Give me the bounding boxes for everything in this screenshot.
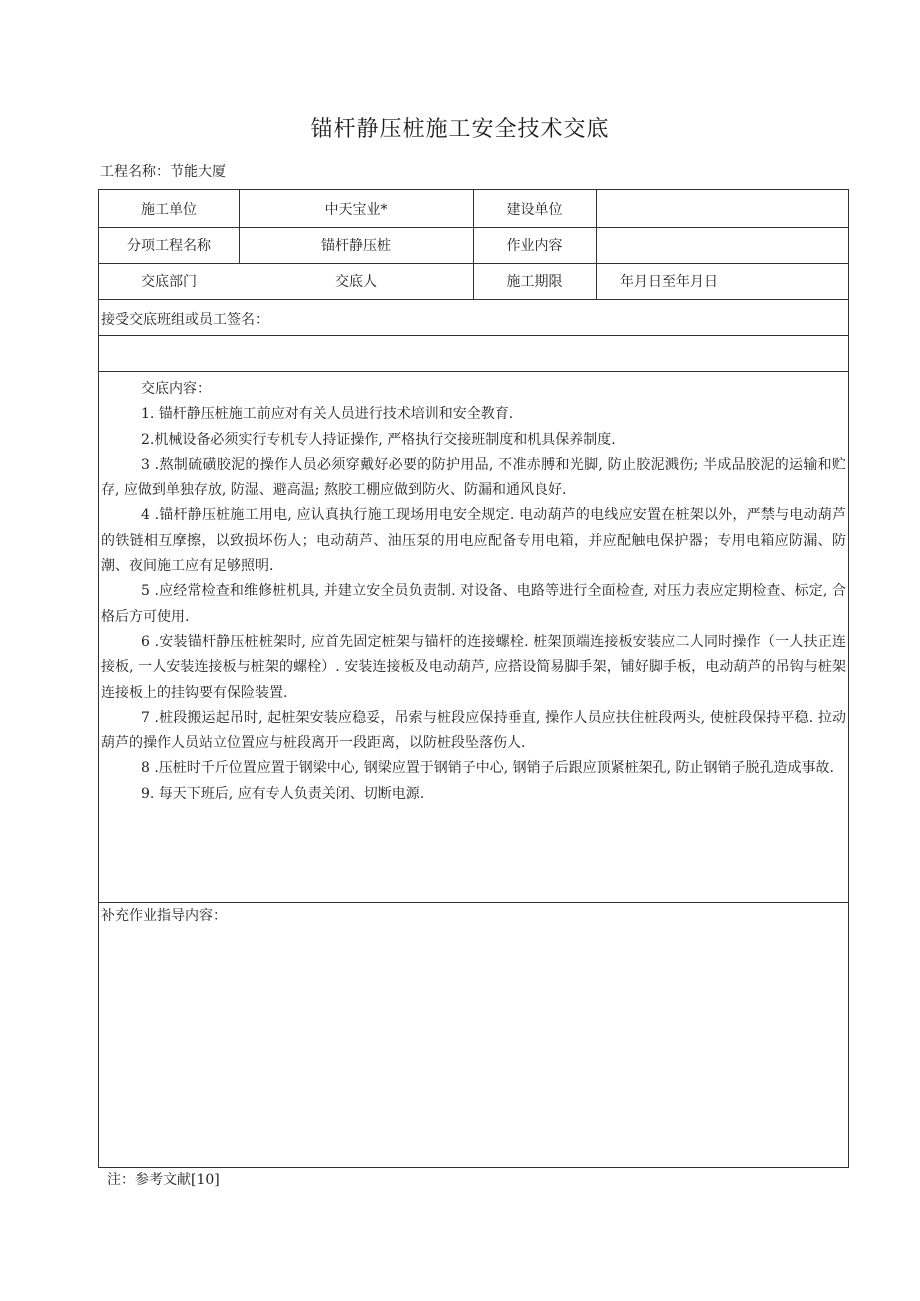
footnote: 注：参考文献[10] bbox=[107, 1172, 220, 1188]
content-item: 6 .安装锚杆静压桩桩架时, 应首先固定桩架与锚杆的连接螺栓. 桩架顶端连接板安装应二人同时操作（一人扶正连接板, 一人安装连接板与桩架的螺栓）. 安装连接板及电动葫芦, 应搭设简易脚手架，铺好脚手板，电动葫芦的吊钩与桩架连接板上的挂钩要有保险装置. bbox=[101, 633, 846, 701]
content-item: 9. 每天下班后, 应有专人负责关闭、切断电源. bbox=[141, 785, 425, 802]
row-divider bbox=[99, 902, 848, 903]
supplement-label: 补充作业指导内容： bbox=[101, 908, 227, 924]
content-item: 3 .熬制硫磺胶泥的操作人员必须穿戴好必要的防护用品, 不准赤膊和光脚, 防止胶泥溅伤; 半成品胶泥的运输和贮存, 应做到单独存放, 防湿、避高温; 熬胶工棚应做到防火、防漏和通风良好. bbox=[101, 456, 846, 499]
disclosure-table bbox=[98, 189, 849, 1168]
value-construction-unit: 中天宝业* bbox=[324, 201, 388, 218]
content-heading: 交底内容： bbox=[141, 381, 211, 397]
content-item: 8 .压桩时千斤位置应置于钢梁中心, 钢梁应置于钢销子中心, 钢销子后跟应顶紧桩架孔, 防止钢销子脱孔造成事故. bbox=[141, 760, 834, 777]
label-discloser: 交底人 bbox=[335, 274, 377, 290]
value-work-content bbox=[596, 227, 848, 263]
content-item: 1. 锚杆静压桩施工前应对有关人员进行技术培训和安全教育. bbox=[141, 406, 514, 423]
row-divider bbox=[99, 299, 848, 300]
label-owner-unit: 建设单位 bbox=[506, 201, 563, 218]
content-item: 4 .锚杆静压桩施工用电, 应认真执行施工现场用电安全规定. 电动葫芦的电线应安置在桩架以外，严禁与电动葫芦的铁链相互摩擦，以致损坏伤人；电动葫芦、油压泵的用电应配备专用电箱，并应配触电保护器；专用电箱应防漏、防潮、夜间施工应有足够照明. bbox=[101, 507, 846, 575]
disclosure-content bbox=[101, 377, 846, 807]
content-item: 7 .桩段搬运起吊时, 起桩架安装应稳妥，吊索与桩段应保持垂直, 操作人员应扶住桩段两头, 使桩段保持平稳. 拉动葫芦的操作人员站立位置应与桩段离开一段距离，以防桩段坠落伤人. bbox=[101, 709, 846, 752]
label-construction-unit: 施工单位 bbox=[141, 201, 197, 218]
label-disclosure-dept: 交底部门 bbox=[141, 274, 197, 290]
project-name: 工程名称：节能大厦 bbox=[100, 164, 226, 180]
label-work-content: 作业内容 bbox=[506, 238, 563, 254]
content-item: 2.机械设备必须实行专机专人持证操作, 严格执行交接班制度和机具保养制度. bbox=[141, 431, 616, 448]
content-item: 5 .应经常检查和维修桩机具, 并建立安全员负责制. 对设备、电路等进行全面检查, 对压力表应定期检查、标定, 合格后方可使用. bbox=[101, 583, 846, 625]
value-sub-project: 锚杆静压桩 bbox=[321, 238, 391, 254]
signature-label: 接受交底班组或员工签名： bbox=[101, 312, 269, 328]
label-sub-project: 分项工程名称 bbox=[127, 238, 211, 254]
label-construction-period: 施工期限 bbox=[506, 274, 563, 290]
row-divider bbox=[99, 371, 848, 372]
row-divider bbox=[99, 335, 848, 336]
value-owner-unit bbox=[596, 190, 848, 227]
document-title: 锚杆静压桩施工安全技术交底 bbox=[310, 117, 610, 142]
value-construction-period: 年月日至年月日 bbox=[620, 274, 718, 290]
